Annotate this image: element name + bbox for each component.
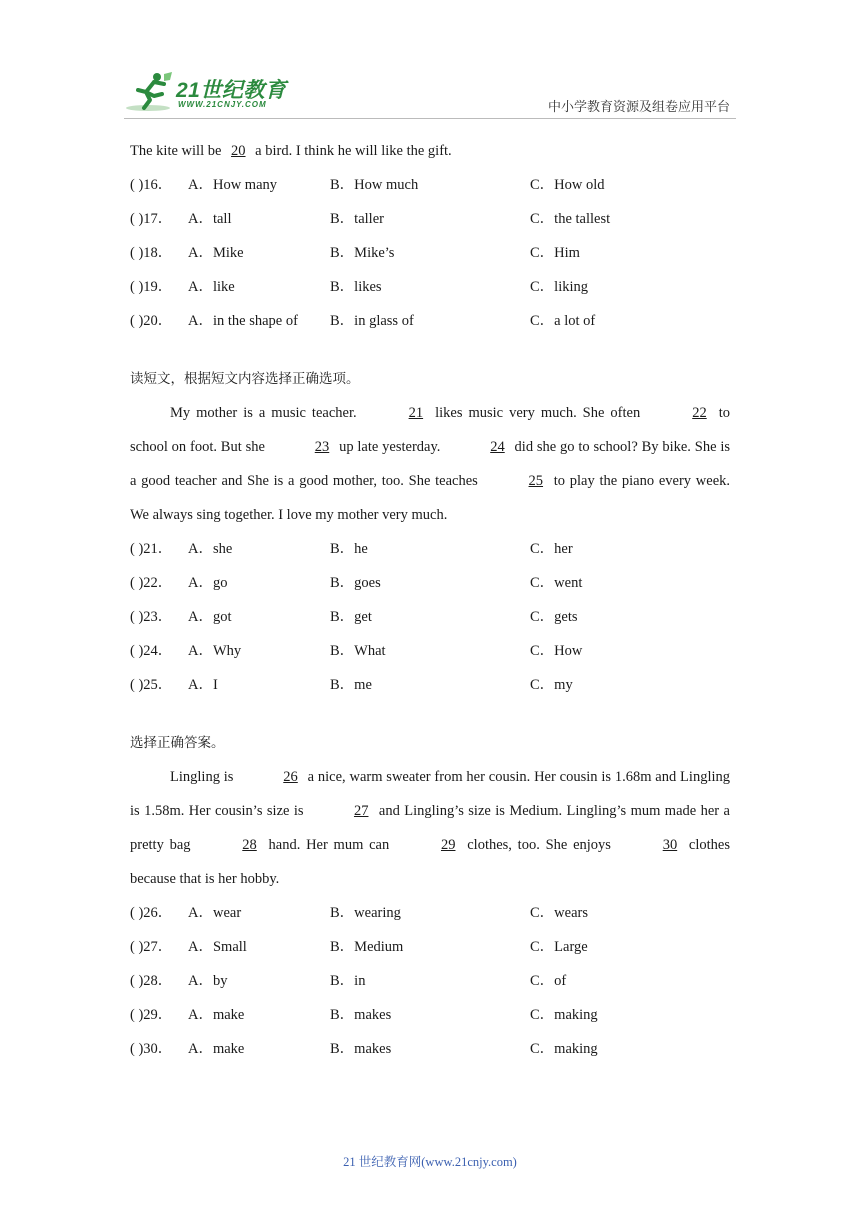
- question-row: [130, 304, 730, 338]
- answer-blank: 28: [242, 837, 257, 853]
- section3-passage: [130, 760, 730, 896]
- answer-blank: 26: [283, 769, 298, 785]
- option-c[interactable]: C．liking: [530, 279, 589, 295]
- option-b[interactable]: B．What: [330, 643, 386, 659]
- option-b[interactable]: B．Mike’s: [330, 245, 395, 261]
- option-a[interactable]: A．make: [188, 1007, 245, 1023]
- option-b[interactable]: B．in glass of: [330, 313, 414, 329]
- document-body: [130, 134, 730, 1066]
- option-a[interactable]: A．How many: [188, 177, 278, 193]
- section3-title: 选择正确答案。: [130, 735, 225, 751]
- option-c[interactable]: C．wears: [530, 905, 588, 921]
- option-c[interactable]: C．making: [530, 1007, 598, 1023]
- answer-blank: 29: [440, 837, 456, 853]
- page-header: [0, 0, 860, 124]
- answer-blank: 30: [662, 837, 678, 853]
- answer-blank: 24: [490, 439, 505, 455]
- passage-text: to school on foot. But she: [130, 405, 730, 455]
- section2-title: 读短文，根据短文内容选择正确选项。: [130, 371, 360, 387]
- option-b[interactable]: B．likes: [330, 279, 382, 295]
- option-c[interactable]: C．a lot of: [530, 313, 596, 329]
- question-row: [130, 168, 730, 202]
- blank-20: 20: [231, 143, 246, 159]
- question-row: [130, 896, 730, 930]
- question-number: ( )21．: [130, 541, 173, 557]
- question-row: [130, 998, 730, 1032]
- option-c[interactable]: C．making: [530, 1041, 598, 1057]
- passage-text: clothes, too. She enjoys: [461, 837, 617, 853]
- question-number: ( )30．: [130, 1041, 173, 1057]
- question-number: ( )19．: [130, 279, 173, 295]
- page-footer: 21 世纪教育网(www.21cnjy.com): [343, 1155, 517, 1169]
- option-a[interactable]: A．by: [188, 973, 228, 989]
- question-row: [130, 566, 730, 600]
- logo-text: 21世纪教育: [176, 79, 287, 102]
- question-number: ( )22．: [130, 575, 173, 591]
- answer-blank: 22: [692, 405, 707, 421]
- passage-text: and Lingling’s size is Medium. Lingling’s mum made her a pretty bag: [130, 803, 730, 853]
- option-c[interactable]: C．my: [530, 677, 573, 693]
- option-b[interactable]: B．Medium: [330, 939, 404, 955]
- question-row: [130, 600, 730, 634]
- question-number: ( )20．: [130, 313, 173, 329]
- question-number: ( )29．: [130, 1007, 173, 1023]
- question-row: [130, 236, 730, 270]
- option-b[interactable]: B．How much: [330, 177, 419, 193]
- option-b[interactable]: B．makes: [330, 1007, 392, 1023]
- question-number: ( )24．: [130, 643, 173, 659]
- question-number: ( )26．: [130, 905, 173, 921]
- option-b[interactable]: B．he: [330, 541, 368, 557]
- answer-blank: 21: [408, 405, 424, 421]
- question-group-16-20: [130, 168, 730, 338]
- question-row: [130, 964, 730, 998]
- header-platform-text: 中小学教育资源及组卷应用平台: [547, 100, 730, 115]
- option-a[interactable]: A．I: [188, 677, 218, 693]
- option-c[interactable]: C．went: [530, 575, 583, 591]
- option-b[interactable]: B．goes: [330, 575, 381, 591]
- header-divider: [124, 118, 736, 119]
- section2-passage: [130, 396, 730, 532]
- option-a[interactable]: A．in the shape of: [188, 313, 298, 329]
- option-a[interactable]: A．Mike: [188, 245, 244, 261]
- option-b[interactable]: B．get: [330, 609, 372, 625]
- intro-line: [130, 134, 730, 168]
- question-row: [130, 1032, 730, 1066]
- option-a[interactable]: A．she: [188, 541, 233, 557]
- option-c[interactable]: C．her: [530, 541, 573, 557]
- passage-text: likes music very much. She often: [429, 405, 647, 421]
- option-c[interactable]: C．How old: [530, 177, 605, 193]
- answer-blank: 25: [528, 473, 544, 489]
- option-a[interactable]: A．like: [188, 279, 235, 295]
- option-b[interactable]: B．makes: [330, 1041, 392, 1057]
- option-b[interactable]: B．in: [330, 973, 366, 989]
- question-number: ( )23．: [130, 609, 173, 625]
- question-number: ( )28．: [130, 973, 173, 989]
- passage-text: a nice, warm sweater from her cousin. Her cousin is 1.68m and Lingling is 1.58m. Her cousin’s size is: [130, 769, 731, 819]
- question-number: ( )18．: [130, 245, 173, 261]
- passage-text: to play the piano every week. We always sing together. I love my mother very much.: [130, 473, 731, 523]
- question-row: [130, 202, 730, 236]
- option-a[interactable]: A．got: [188, 609, 232, 625]
- answer-blank: 27: [353, 803, 369, 819]
- option-b[interactable]: B．me: [330, 677, 372, 693]
- passage-text: clothes because that is her hobby.: [130, 837, 731, 887]
- option-c[interactable]: C．How: [530, 643, 583, 659]
- answer-blank: 23: [314, 439, 330, 455]
- option-a[interactable]: A．Small: [188, 939, 247, 955]
- passage-text: My mother is a music teacher.: [170, 405, 363, 421]
- option-c[interactable]: C．of: [530, 973, 567, 989]
- question-number: ( )17．: [130, 211, 173, 227]
- question-group-26-30: [130, 896, 730, 1066]
- runner-icon: [124, 70, 176, 114]
- logo-url: WWW.21CNJY.COM: [178, 100, 267, 109]
- question-number: ( )25．: [130, 677, 173, 693]
- passage-text: hand. Her mum can: [262, 837, 395, 853]
- passage-text: up late yesterday.: [335, 439, 445, 455]
- passage-text: did she go to school? By bike. She is a good teacher and She is a good mother, too. She teaches: [130, 439, 730, 489]
- question-row: [130, 634, 730, 668]
- passage-text: Lingling is: [170, 769, 238, 785]
- intro-text-after: a bird. I think he will like the gift.: [251, 143, 452, 159]
- option-b[interactable]: B．taller: [330, 211, 384, 227]
- option-a[interactable]: A．wear: [188, 905, 242, 921]
- option-a[interactable]: A．tall: [188, 211, 232, 227]
- option-c[interactable]: C．Large: [530, 939, 588, 955]
- question-row: [130, 668, 730, 702]
- option-c[interactable]: C．Him: [530, 245, 580, 261]
- option-c[interactable]: C．gets: [530, 609, 578, 625]
- option-b[interactable]: B．wearing: [330, 905, 401, 921]
- intro-text: The kite will be: [130, 143, 226, 159]
- option-a[interactable]: A．make: [188, 1041, 245, 1057]
- option-a[interactable]: A．Why: [188, 643, 242, 659]
- question-row: [130, 532, 730, 566]
- question-row: [130, 930, 730, 964]
- question-row: [130, 270, 730, 304]
- option-c[interactable]: C．the tallest: [530, 211, 611, 227]
- option-a[interactable]: A．go: [188, 575, 228, 591]
- question-group-21-25: [130, 532, 730, 702]
- question-number: ( )16．: [130, 177, 173, 193]
- question-number: ( )27．: [130, 939, 173, 955]
- brand-logo: [124, 70, 294, 116]
